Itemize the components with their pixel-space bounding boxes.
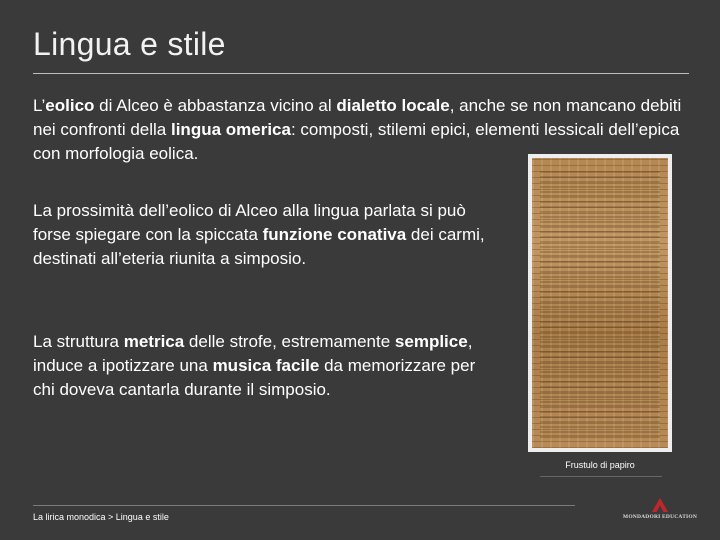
title-divider [33,73,689,74]
caption-divider [540,476,662,477]
p1-seg-bold: eolico [45,96,95,115]
p1-seg: L’ [33,96,46,115]
publisher-logo [618,498,702,520]
p2-seg-bold: funzione conativa [262,225,407,244]
p3-seg-bold: semplice [394,332,468,351]
p3-seg: da memorizzare per chi doveva cantarla durante il simposio. [33,356,476,399]
p3-seg-bold: metrica [123,332,185,351]
paragraph-funzione [33,199,493,271]
logo-text: MONDADORI EDUCATION [622,514,698,520]
papyrus-image [528,154,672,452]
image-caption: Frustulo di papiro [565,460,635,470]
p2-seg: La prossimità dell’eolico di Alceo alla lingua parlata si può forse spiegare con la spiccata [33,201,466,244]
p3-seg-bold: musica facile [212,356,320,375]
p1-seg: di Alceo è abbastanza vicino al [94,96,337,115]
paragraph-metrica [33,330,493,402]
p3-seg: La struttura [33,332,124,351]
footer-breadcrumb: La lirica monodica > Lingua e stile [33,512,169,522]
footer-divider [33,505,575,506]
p2-seg: dei carmi, destinati all’eteria riunita a simposio. [33,225,485,268]
p1-seg: , anche se non mancano debiti nei confronti della [33,96,682,139]
mondadori-logo-icon [652,498,668,512]
p3-seg: , induce a ipotizzare una [33,332,473,375]
p1-seg: : composti, stilemi epici, elementi lessicali dell’epica con morfologia eolica. [33,120,680,163]
slide-title: Lingua e stile [33,26,226,62]
papyrus-fragment [532,158,668,448]
p3-seg: delle strofe, estremamente [184,332,395,351]
p1-seg-bold: dialetto locale [336,96,450,115]
p1-seg-bold: lingua omerica [170,120,291,139]
